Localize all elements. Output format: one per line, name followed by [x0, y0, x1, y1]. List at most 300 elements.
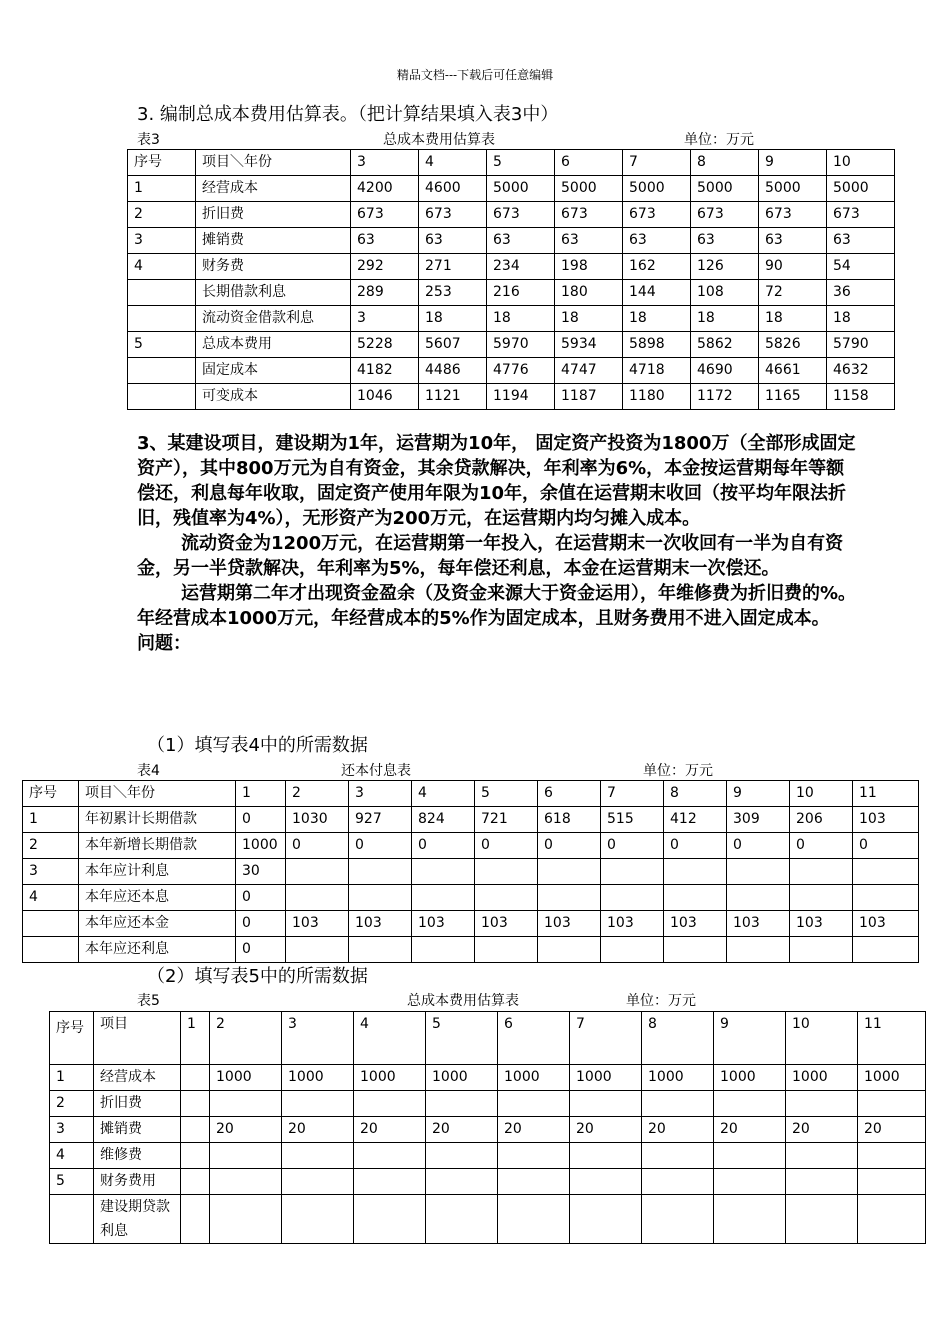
table3-label: 表3 [137, 132, 160, 148]
table-row [50, 1169, 926, 1195]
column-header: 9 [714, 1012, 786, 1065]
table-cell: 18 [419, 306, 487, 332]
table-cell: 5862 [691, 332, 759, 358]
table-cell [858, 1091, 926, 1117]
table-cell: 103 [286, 911, 349, 937]
table-cell: 5826 [759, 332, 827, 358]
table-cell: 4486 [419, 358, 487, 384]
header-note: 精品文档---下载后可任意编辑 [396, 68, 554, 82]
table3-title: 总成本费用估算表 [383, 132, 495, 148]
table-cell: 5228 [351, 332, 419, 358]
table-cell: 1 [50, 1065, 94, 1091]
table-cell: 5790 [827, 332, 895, 358]
table-cell: 63 [487, 228, 555, 254]
table-cell [498, 1195, 570, 1244]
table-cell: 总成本费用 [196, 332, 351, 358]
table-cell: 673 [555, 202, 623, 228]
column-header: 3 [349, 781, 412, 807]
column-header: 序号 [128, 150, 196, 176]
table-cell: 1000 [282, 1065, 354, 1091]
table-cell [714, 1091, 786, 1117]
table-row [128, 280, 895, 306]
table-cell: 5000 [487, 176, 555, 202]
table-cell: 5898 [623, 332, 691, 358]
table-cell [128, 358, 196, 384]
column-header: 3 [351, 150, 419, 176]
table-cell: 20 [642, 1117, 714, 1143]
table3 [127, 149, 895, 410]
table-cell [853, 937, 919, 963]
table-cell: 2 [128, 202, 196, 228]
table-cell [570, 1143, 642, 1169]
table-cell: 103 [475, 911, 538, 937]
table-row [23, 807, 919, 833]
column-header: 11 [858, 1012, 926, 1065]
table-cell: 5000 [759, 176, 827, 202]
table-cell [475, 885, 538, 911]
table-cell: 5000 [555, 176, 623, 202]
table-cell [642, 1169, 714, 1195]
table-row [50, 1091, 926, 1117]
table-cell: 可变成本 [196, 384, 351, 410]
table-cell [498, 1169, 570, 1195]
table-cell: 103 [412, 911, 475, 937]
table-cell: 103 [727, 911, 790, 937]
table-cell: 4718 [623, 358, 691, 384]
problem-paragraph-2: 流动资金为1200万元，在运营期第一年投入，在运营期末一次收回有一半为自有资金，另一半贷款解决，年利率为5%，每年偿还利息，本金在运营期末一次偿还。 [137, 533, 844, 579]
table-cell: 103 [853, 911, 919, 937]
table-cell [23, 911, 79, 937]
table-cell: 4776 [487, 358, 555, 384]
table-cell: 0 [538, 833, 601, 859]
table-cell [601, 859, 664, 885]
table-cell: 4661 [759, 358, 827, 384]
table-cell: 63 [691, 228, 759, 254]
table-cell [601, 937, 664, 963]
table-cell: 5 [50, 1169, 94, 1195]
table-cell [181, 1169, 210, 1195]
table-cell: 63 [759, 228, 827, 254]
table-row [128, 332, 895, 358]
table-cell: 824 [412, 807, 475, 833]
table-cell [570, 1091, 642, 1117]
table-cell [412, 937, 475, 963]
table-row [128, 228, 895, 254]
table-cell: 3 [351, 306, 419, 332]
table-cell [286, 885, 349, 911]
table-cell [642, 1091, 714, 1117]
column-header: 11 [853, 781, 919, 807]
column-header: 5 [426, 1012, 498, 1065]
table-cell: 1187 [555, 384, 623, 410]
table-cell [664, 859, 727, 885]
table-cell [354, 1091, 426, 1117]
table-cell: 63 [623, 228, 691, 254]
table-cell [181, 1195, 210, 1244]
table-cell: 1000 [570, 1065, 642, 1091]
table-cell [282, 1091, 354, 1117]
table-cell: 5607 [419, 332, 487, 358]
table-cell [727, 859, 790, 885]
table-cell: 162 [623, 254, 691, 280]
table-cell: 618 [538, 807, 601, 833]
table-cell: 206 [790, 807, 853, 833]
table-cell: 1 [23, 807, 79, 833]
table-cell: 0 [664, 833, 727, 859]
column-header: 8 [691, 150, 759, 176]
column-header: 6 [498, 1012, 570, 1065]
table-cell: 本年应计利息 [79, 859, 236, 885]
table-cell: 5000 [827, 176, 895, 202]
table-cell: 4182 [351, 358, 419, 384]
table-cell [790, 937, 853, 963]
table-cell: 20 [354, 1117, 426, 1143]
table-cell [664, 937, 727, 963]
table-cell: 折旧费 [94, 1091, 181, 1117]
table-cell [354, 1195, 426, 1244]
table-cell: 折旧费 [196, 202, 351, 228]
table-cell [790, 859, 853, 885]
table-row [50, 1117, 926, 1143]
column-header: 4 [412, 781, 475, 807]
table-cell: 4747 [555, 358, 623, 384]
table-cell [282, 1143, 354, 1169]
problem-paragraph-1: 3、某建设项目，建设期为1年，运营期为10年， 固定资产投资为1800万（全部形成固定资产），其中800万元为自有资金，其余贷款解决，年利率为6%，本金按运营期每年等额偿还，利息每年收取，固定资产使用年限为10年，余值在运营期末收回（按平均年限法折旧，残值率为4%），无形资产为200万元，在运营期内均匀摊入成本。 [137, 433, 856, 529]
table-cell: 271 [419, 254, 487, 280]
column-header: 序号 [50, 1012, 94, 1065]
table-cell [181, 1117, 210, 1143]
table-cell: 216 [487, 280, 555, 306]
table-cell: 3 [50, 1117, 94, 1143]
section-heading: 3. 编制总成本费用估算表。（把计算结果填入表3中） [137, 104, 559, 125]
table-cell: 5 [128, 332, 196, 358]
table-cell [210, 1143, 282, 1169]
table-cell: 673 [827, 202, 895, 228]
table-cell [23, 937, 79, 963]
table-cell: 54 [827, 254, 895, 280]
table-cell: 0 [790, 833, 853, 859]
column-header: 1 [181, 1012, 210, 1065]
table-cell [282, 1195, 354, 1244]
table-cell: 2 [50, 1091, 94, 1117]
table-cell: 1000 [426, 1065, 498, 1091]
table-cell [858, 1195, 926, 1244]
table-cell: 5000 [623, 176, 691, 202]
table-cell: 1172 [691, 384, 759, 410]
table-cell: 20 [714, 1117, 786, 1143]
table-cell: 摊销费 [196, 228, 351, 254]
table-row [128, 306, 895, 332]
table-cell: 本年应还利息 [79, 937, 236, 963]
table-cell: 20 [786, 1117, 858, 1143]
table-cell: 1000 [354, 1065, 426, 1091]
table-cell: 4200 [351, 176, 419, 202]
table-cell: 本年新增长期借款 [79, 833, 236, 859]
column-header: 10 [786, 1012, 858, 1065]
table-cell [210, 1169, 282, 1195]
column-header: 10 [827, 150, 895, 176]
table-cell: 673 [419, 202, 487, 228]
column-header: 5 [487, 150, 555, 176]
table-cell: 1000 [858, 1065, 926, 1091]
table-cell: 5000 [691, 176, 759, 202]
table-cell [853, 885, 919, 911]
header-row [23, 781, 919, 807]
table-row [23, 833, 919, 859]
table-row [23, 859, 919, 885]
column-header: 7 [570, 1012, 642, 1065]
table-cell: 180 [555, 280, 623, 306]
table-cell [354, 1143, 426, 1169]
table-cell: 673 [691, 202, 759, 228]
table-cell: 412 [664, 807, 727, 833]
table-cell: 103 [538, 911, 601, 937]
table-cell [349, 937, 412, 963]
table5-unit: 单位：万元 [626, 993, 696, 1009]
table-cell: 4 [50, 1143, 94, 1169]
table-cell: 36 [827, 280, 895, 306]
table-cell [790, 885, 853, 911]
table-cell: 253 [419, 280, 487, 306]
table-cell [727, 937, 790, 963]
column-header: 2 [210, 1012, 282, 1065]
table-cell [181, 1065, 210, 1091]
table-cell: 1000 [714, 1065, 786, 1091]
table-cell: 财务费用 [94, 1169, 181, 1195]
table-cell: 721 [475, 807, 538, 833]
table-row [23, 885, 919, 911]
table-cell: 0 [601, 833, 664, 859]
table-cell [570, 1195, 642, 1244]
question-1: （1）填写表4中的所需数据 [147, 735, 368, 756]
table-cell [714, 1143, 786, 1169]
table4 [22, 780, 919, 963]
table-cell [210, 1091, 282, 1117]
table-cell: 3 [23, 859, 79, 885]
table-cell [50, 1195, 94, 1244]
table-cell: 63 [555, 228, 623, 254]
table-row [128, 176, 895, 202]
table-cell [282, 1169, 354, 1195]
table-row [23, 937, 919, 963]
column-header: 序号 [23, 781, 79, 807]
column-header: 5 [475, 781, 538, 807]
table-cell: 90 [759, 254, 827, 280]
table-cell: 63 [351, 228, 419, 254]
table-cell [853, 859, 919, 885]
table-cell: 3 [128, 228, 196, 254]
table-cell: 长期借款利息 [196, 280, 351, 306]
table-cell: 财务费 [196, 254, 351, 280]
table-cell: 1000 [236, 833, 286, 859]
table-cell: 673 [487, 202, 555, 228]
column-header: 项目＼年份 [196, 150, 351, 176]
table-cell: 1000 [498, 1065, 570, 1091]
table-cell: 1121 [419, 384, 487, 410]
table-cell [181, 1091, 210, 1117]
table-cell: 1030 [286, 807, 349, 833]
table-cell: 1158 [827, 384, 895, 410]
table-cell: 18 [487, 306, 555, 332]
column-header: 1 [236, 781, 286, 807]
table-cell: 20 [498, 1117, 570, 1143]
table-row [128, 254, 895, 280]
column-header: 7 [623, 150, 691, 176]
table-cell [538, 859, 601, 885]
column-header: 8 [664, 781, 727, 807]
table-cell: 20 [570, 1117, 642, 1143]
table-cell [642, 1143, 714, 1169]
table-cell [498, 1143, 570, 1169]
table-cell: 108 [691, 280, 759, 306]
table-cell [786, 1143, 858, 1169]
problem-paragraph-3: 运营期第二年才出现资金盈余（及资金来源大于资金运用），年维修费为折旧费的%。年经营成本1000万元，年经营成本的5%作为固定成本，且财务费用不进入固定成本。 [137, 583, 857, 629]
table-row [128, 202, 895, 228]
column-header: 10 [790, 781, 853, 807]
table-cell [128, 384, 196, 410]
table-cell [286, 859, 349, 885]
column-header: 8 [642, 1012, 714, 1065]
table-cell: 126 [691, 254, 759, 280]
table4-label: 表4 [137, 763, 160, 779]
table-cell: 本年应还本金 [79, 911, 236, 937]
table-cell [538, 885, 601, 911]
table3-unit: 单位：万元 [684, 132, 754, 148]
table-cell [426, 1091, 498, 1117]
table-cell: 维修费 [94, 1143, 181, 1169]
table-row [50, 1065, 926, 1091]
column-header: 9 [727, 781, 790, 807]
table-cell: 经营成本 [196, 176, 351, 202]
question-label: 问题： [137, 633, 191, 654]
table-cell: 年初累计长期借款 [79, 807, 236, 833]
column-header: 项目 [94, 1012, 181, 1065]
table-cell: 20 [282, 1117, 354, 1143]
column-header: 2 [286, 781, 349, 807]
table-cell: 1000 [786, 1065, 858, 1091]
table-cell: 0 [412, 833, 475, 859]
table5-title: 总成本费用估算表 [407, 993, 519, 1009]
table-cell: 72 [759, 280, 827, 306]
table-cell: 1046 [351, 384, 419, 410]
table-cell [210, 1195, 282, 1244]
table-cell [786, 1169, 858, 1195]
table4-title: 还本付息表 [341, 763, 411, 779]
table-cell [642, 1195, 714, 1244]
table-cell: 1180 [623, 384, 691, 410]
table-row [23, 911, 919, 937]
column-header: 7 [601, 781, 664, 807]
table-cell: 1000 [642, 1065, 714, 1091]
column-header: 3 [282, 1012, 354, 1065]
table-cell: 18 [759, 306, 827, 332]
table-row [50, 1195, 926, 1244]
table-cell [426, 1169, 498, 1195]
table-cell: 4 [23, 885, 79, 911]
table-cell: 0 [236, 911, 286, 937]
table-cell: 103 [853, 807, 919, 833]
table-cell: 0 [236, 885, 286, 911]
table-cell: 1165 [759, 384, 827, 410]
table-cell: 固定成本 [196, 358, 351, 384]
table-cell: 144 [623, 280, 691, 306]
table-cell: 建设期贷款利息 [94, 1195, 181, 1244]
table-cell: 292 [351, 254, 419, 280]
table-cell: 103 [790, 911, 853, 937]
table-cell: 0 [349, 833, 412, 859]
table-cell: 63 [419, 228, 487, 254]
table-cell: 103 [664, 911, 727, 937]
table-cell [181, 1143, 210, 1169]
table-cell: 18 [691, 306, 759, 332]
table-cell: 经营成本 [94, 1065, 181, 1091]
table-cell: 63 [827, 228, 895, 254]
table-cell [786, 1091, 858, 1117]
column-header: 6 [555, 150, 623, 176]
table-cell: 18 [827, 306, 895, 332]
column-header: 4 [354, 1012, 426, 1065]
table4-unit: 单位：万元 [643, 763, 713, 779]
table-cell: 673 [351, 202, 419, 228]
table-cell: 摊销费 [94, 1117, 181, 1143]
table-cell [475, 859, 538, 885]
table-cell: 673 [623, 202, 691, 228]
table-cell [349, 885, 412, 911]
table5 [49, 1011, 926, 1244]
column-header: 9 [759, 150, 827, 176]
table-cell: 4632 [827, 358, 895, 384]
column-header: 4 [419, 150, 487, 176]
table-cell [412, 859, 475, 885]
table-cell: 0 [853, 833, 919, 859]
table-cell: 5970 [487, 332, 555, 358]
table5-label: 表5 [137, 993, 160, 1009]
table-cell [786, 1195, 858, 1244]
header-row [128, 150, 895, 176]
table-cell: 4690 [691, 358, 759, 384]
table-cell: 20 [426, 1117, 498, 1143]
question-2: （2）填写表5中的所需数据 [147, 966, 368, 987]
table-cell [426, 1195, 498, 1244]
table-cell: 4600 [419, 176, 487, 202]
table-row [128, 384, 895, 410]
table-cell [538, 937, 601, 963]
table-cell: 5934 [555, 332, 623, 358]
table-cell: 309 [727, 807, 790, 833]
table-row [128, 358, 895, 384]
table-cell [664, 885, 727, 911]
table-cell [128, 306, 196, 332]
table-cell [354, 1169, 426, 1195]
table-cell: 18 [555, 306, 623, 332]
table-cell: 1 [128, 176, 196, 202]
table-cell: 18 [623, 306, 691, 332]
table-cell [475, 937, 538, 963]
table-row [50, 1143, 926, 1169]
table-cell: 20 [210, 1117, 282, 1143]
table-cell [128, 280, 196, 306]
table-cell [286, 937, 349, 963]
table-cell: 103 [601, 911, 664, 937]
table-cell: 0 [475, 833, 538, 859]
table-cell: 0 [236, 937, 286, 963]
table-cell: 4 [128, 254, 196, 280]
table-cell [858, 1143, 926, 1169]
table-cell [570, 1169, 642, 1195]
problem-text [137, 431, 862, 656]
table-cell [498, 1091, 570, 1117]
table-cell [714, 1195, 786, 1244]
